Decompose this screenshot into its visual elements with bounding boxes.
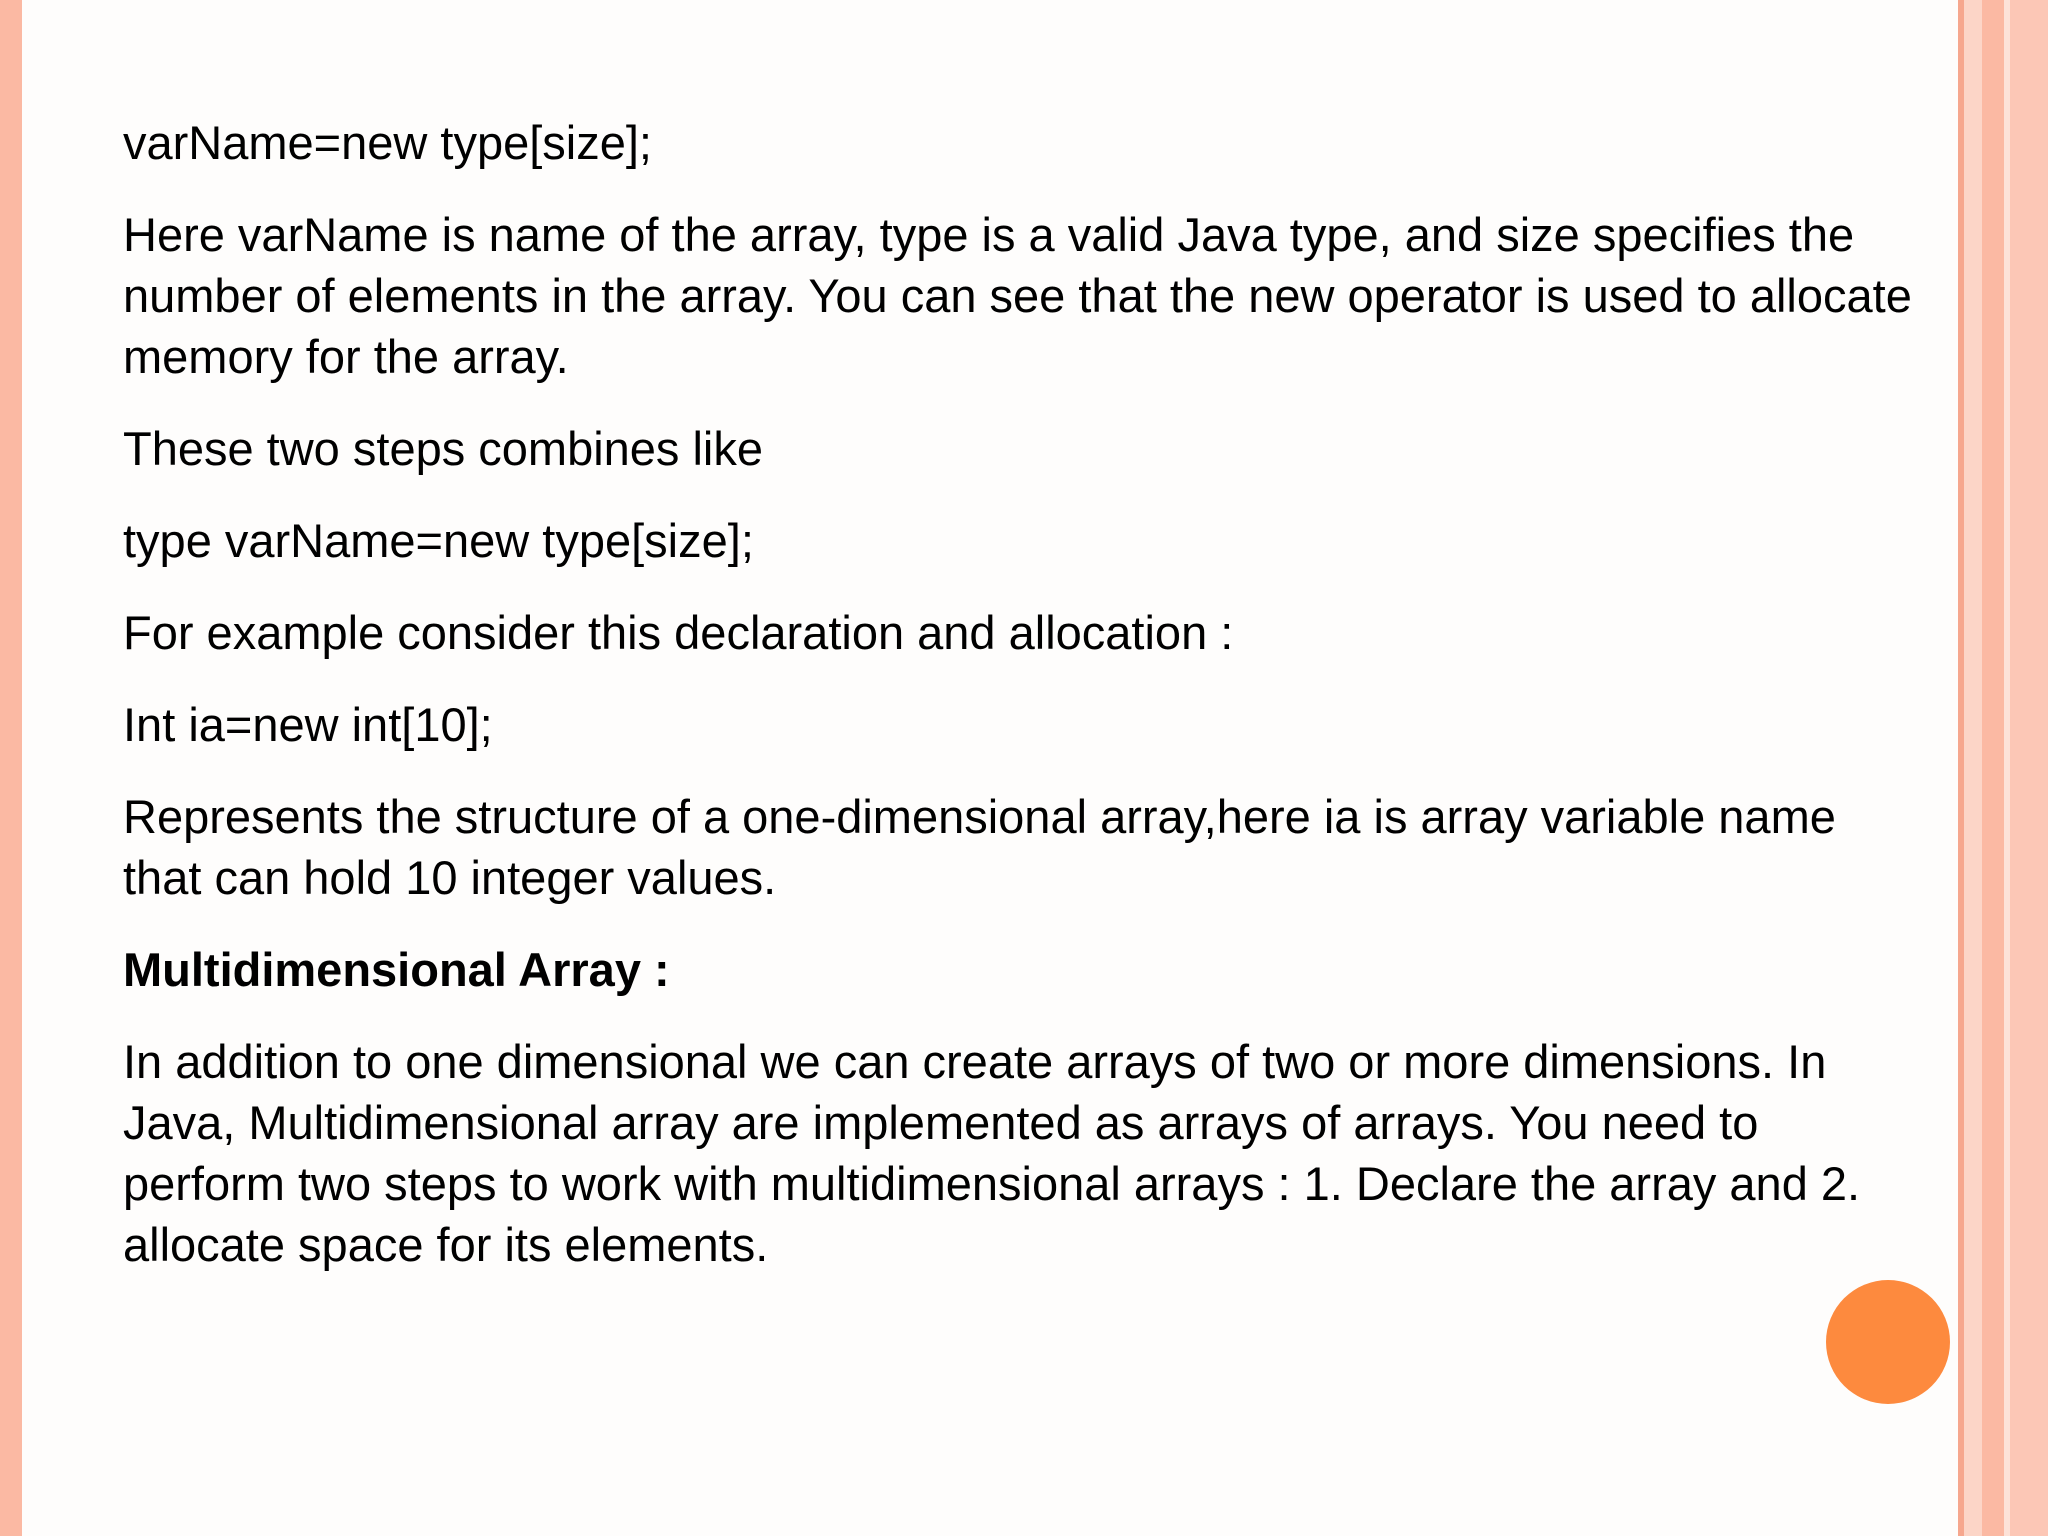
paragraph-multidimensional: In addition to one dimensional we can create arrays of two or more dimensions. In Java, Multidimensional array are implemented as arrays of arrays. You need to perform two steps to work with multidimensional arrays : 1. Declare the array and 2. allocate space for its elements.	[123, 1035, 1861, 1271]
paragraph-example-intro: For example consider this declaration and allocation :	[123, 606, 1234, 659]
right-frame-stripe	[1982, 0, 2004, 1536]
paragraph-combine-steps: These two steps combines like	[123, 422, 764, 475]
code-line-example: Int ia=new int[10];	[123, 698, 493, 751]
right-frame-stripe	[2010, 0, 2048, 1536]
paragraph-explanation: Here varName is name of the array, type is a valid Java type, and size specifies the number of elements in the array. You can see that the new operator is used to allocate memory for the array.	[123, 208, 1912, 383]
paragraph-one-dimensional: Represents the structure of a one-dimensional array,here ia is array variable name that can hold 10 integer values.	[123, 790, 1836, 904]
right-frame-stripe	[1964, 0, 1982, 1536]
left-border-stripe	[0, 0, 22, 1536]
code-line-allocation: varName=new type[size];	[123, 116, 652, 169]
code-line-combined: type varName=new type[size];	[123, 514, 754, 567]
slide-body	[123, 112, 1923, 1306]
section-heading-multidimensional: Multidimensional Array :	[123, 943, 670, 996]
decorative-orange-circle	[1826, 1280, 1950, 1404]
